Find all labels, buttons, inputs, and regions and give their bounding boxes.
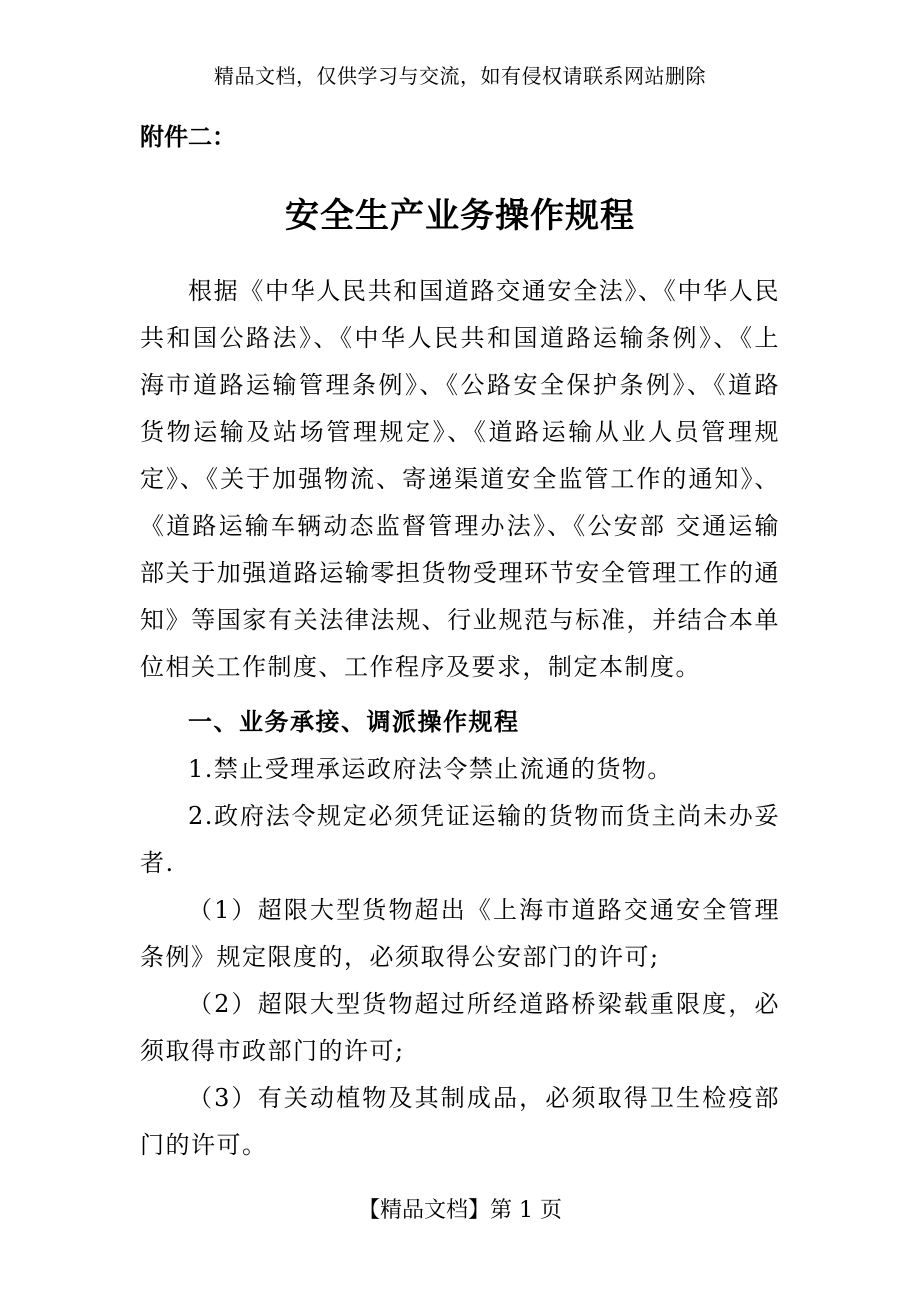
header-note: 精品文档，仅供学习与交流，如有侵权请联系网站删除 <box>214 64 706 88</box>
sub-list-item: （3）有关动植物及其制成品，必须取得卫生检疫部门的许可。 <box>140 1084 780 1159</box>
sub-list-item: （2）超限大型货物超过所经道路桥梁载重限度，必须取得市政部门的许可; <box>140 990 780 1065</box>
page-title: 安全生产业务操作规程 <box>285 196 635 236</box>
sub-list-item: （1）超限大型货物超出《上海市道路交通安全管理条例》规定限度的，必须取得公安部门的许可; <box>140 896 780 971</box>
document-body <box>140 268 780 1169</box>
intro-paragraph: 根据《中华人民共和国道路交通安全法》、《中华人民共和国公路法》、《中华人民共和国道路运输条例》、《上海市道路运输管理条例》、《公路安全保护条例》、《道路货物运输及站场管理规定》、《道路运输从业人员管理规定》、《关于加强物流、寄递渠道安全监管工作的通知》、《道路运输车辆动态监督管理办法》、《公安部 交通运输部关于加强道路运输零担货物受理环节安全管理工作的通知》等国家有关法律法规、行业规范与标准，并结合本单位相关工作制度、工作程序及要求，制定本制度。 <box>140 277 780 681</box>
list-item: 2.政府法令规定必须凭证运输的货物而货主尚未办妥者. <box>140 802 780 877</box>
attachment-label: 附件二： <box>140 123 236 151</box>
list-item: 1.禁止受理承运政府法令禁止流通的货物。 <box>188 755 673 783</box>
section-heading: 一、业务承接、调派操作规程 <box>188 708 520 736</box>
page-footer: 【精品文档】第 1 页 <box>358 1198 562 1223</box>
